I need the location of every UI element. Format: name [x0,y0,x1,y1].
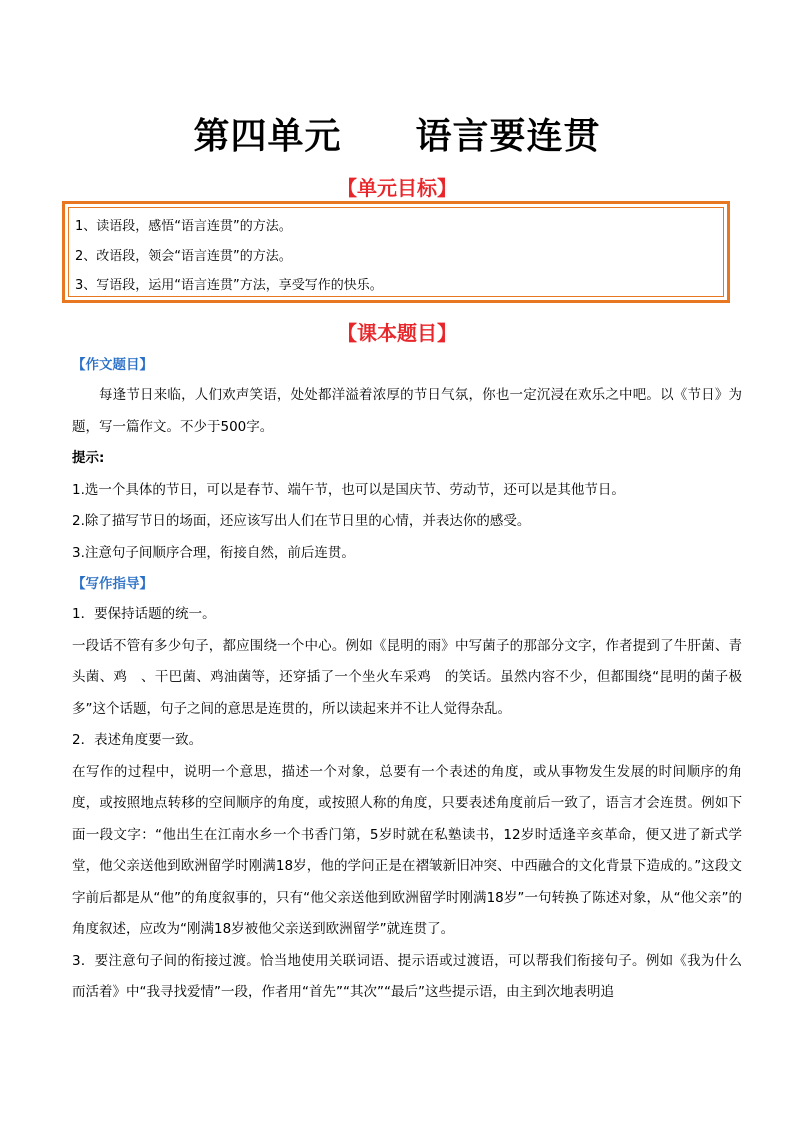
guide-section-head: 2．表述角度要一致。 [72,732,203,748]
unit-goals-inner-frame [68,207,724,297]
guide-section-head: 3．要注意句子间的衔接过渡。 [72,952,260,969]
textbook-heading: 【课本题目】 [337,321,457,345]
guide-section-3 [72,946,742,1009]
goal-item: 1、读语段，感悟“语言连贯”的方法。 [75,219,292,234]
hint-label: 提示: [72,450,105,466]
unit-goals-box [62,201,730,303]
main-content [72,350,742,1009]
page-title: 第四单元 语言要连贯 [193,116,601,157]
guide-section-body: 一段话不管有多少句子，都应围绕一个中心。例如《昆明的雨》中写菌子的那部分文字，作者提到了牛肝菌、青头菌、鸡 、干巴菌、鸡油菌等，还穿插了一个坐火车采鸡 的笑话。虽然内容不少，但都围绕“昆明的菌子极多”这个话题，句子之间的意思是连贯的，所以读起来并不让人觉得杂乱。 [72,637,742,717]
hint-item: 1.选一个具体的节日，可以是春节、端午节，也可以是国庆节、劳动节，还可以是其他节日。 [72,481,625,498]
guide-tag: 【写作指导】 [72,576,153,592]
goal-item: 3、写语段，运用“语言连贯”方法，享受写作的快乐。 [75,278,383,293]
hint-item: 2.除了描写节日的场面，还应该写出人们在节日里的心情，并表达你的感受。 [72,513,531,529]
guide-section-body: 恰当地使用关联词语、提示语或过渡语，可以帮我们衔接句子。例如《我为什么而活着》中“我寻找爱情”一段，作者用“首先”“其次”“最后”这些提示语，由主到次地表明追 [72,952,742,1000]
guide-section-body: 在写作的过程中，说明一个意思，描述一个对象，总要有一个表述的角度，或从事物发生发展的时间顺序的角度，或按照地点转移的空间顺序的角度，或按照人称的角度，只要表述角度前后一致了，语言才会连贯。例如下面一段文字：“他出生在江南水乡一个书香门第，5岁时就在私塾读书，12岁时适逢辛亥革命，便又进了新式学堂，他父亲送他到欧洲留学时刚满18岁，他的学问正是在褶皱新旧冲突、中西融合的文化背景下造成的。”这段文字前后都是从“他”的角度叙事的，只有“他父亲送他到欧洲留学时刚满18岁”一句转换了陈述对象，从“他父亲”的角度叙述，应改为“刚满18岁被他父亲送到欧洲留学”就连贯了。 [72,763,742,937]
guide-section-head: 1．要保持话题的统一。 [72,606,216,622]
composition-tag: 【作文题目】 [72,357,153,373]
goal-item: 2、改语段，领会“语言连贯”的方法。 [75,248,292,264]
unit-goals-heading: 【单元目标】 [337,176,457,200]
hint-item: 3.注意句子间顺序合理，衔接自然，前后连贯。 [72,544,355,561]
composition-prompt: 每逢节日来临，人们欢声笑语，处处都洋溢着浓厚的节日气氛，你也一定沉浸在欢乐之中吧。以《节日》为题，写一篇作文。不少于500字。 [72,387,742,435]
